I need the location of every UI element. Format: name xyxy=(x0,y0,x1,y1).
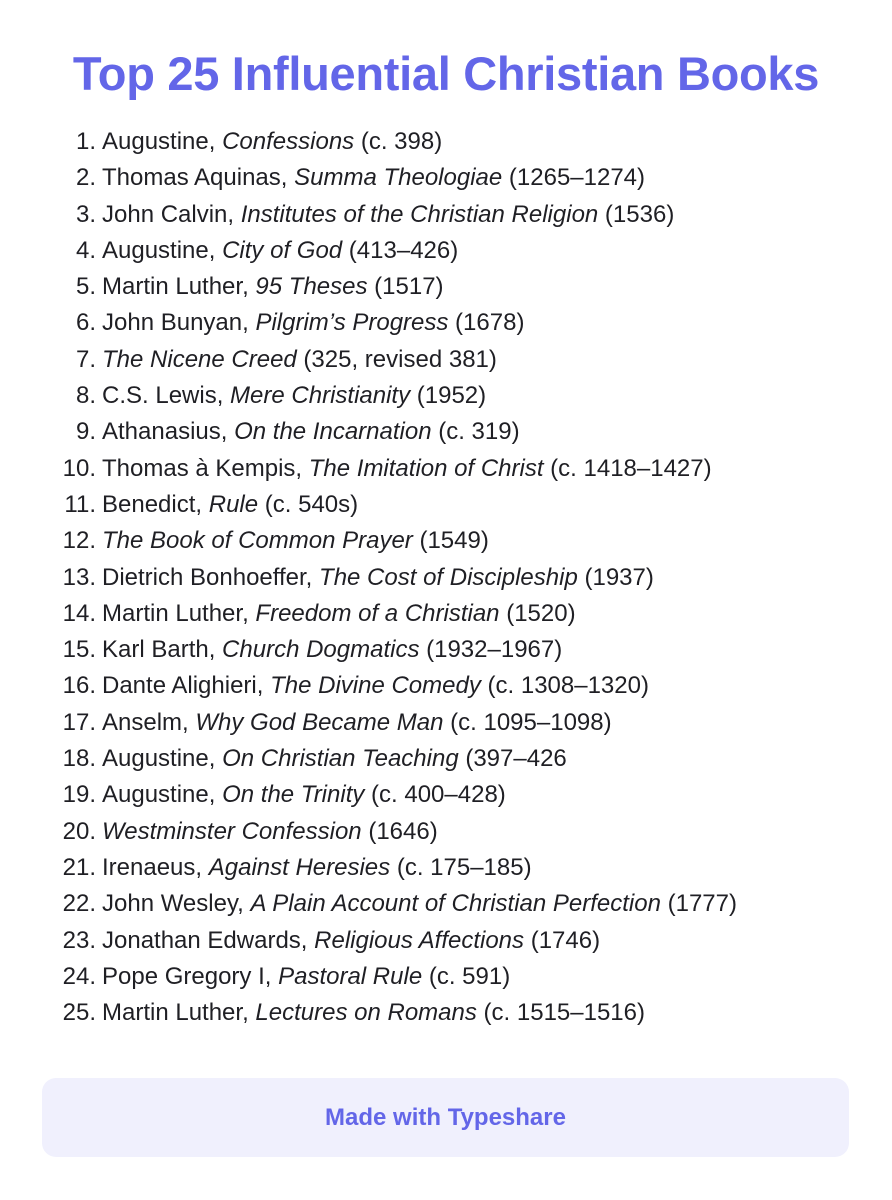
item-work-title: Freedom of a Christian xyxy=(255,599,500,627)
item-work-title: 95 Theses xyxy=(255,273,368,301)
item-work-title: The Imitation of Christ xyxy=(308,454,544,482)
item-number: 13. xyxy=(62,563,96,591)
item-date: (1678) xyxy=(448,309,525,337)
item-entry xyxy=(102,305,524,341)
item-date: (c. 175–185) xyxy=(390,853,532,881)
item-number: 25. xyxy=(62,999,96,1027)
item-number: 19. xyxy=(62,781,96,809)
list-item xyxy=(0,560,892,596)
item-work-title: On Christian Teaching xyxy=(222,745,459,773)
item-number: 16. xyxy=(62,672,96,700)
item-date: (1536) xyxy=(598,200,675,228)
item-work-title: Religious Affections xyxy=(314,926,525,954)
item-number: 2. xyxy=(75,164,96,192)
item-author: Augustine, xyxy=(102,745,223,773)
item-author: Augustine, xyxy=(102,236,223,264)
item-date: (1937) xyxy=(577,563,654,591)
item-author: John Bunyan, xyxy=(102,309,256,337)
item-entry xyxy=(102,923,600,959)
item-entry xyxy=(102,705,612,741)
item-number: 18. xyxy=(62,745,96,773)
item-author: John Calvin, xyxy=(102,200,241,228)
item-date: (c. 1515–1516) xyxy=(476,999,645,1027)
list-item xyxy=(0,233,892,269)
item-entry xyxy=(102,124,442,160)
list-item xyxy=(0,923,892,959)
item-author: Jonathan Edwards, xyxy=(102,926,315,954)
item-number: 9. xyxy=(75,418,96,446)
item-number: 21. xyxy=(62,853,96,881)
item-work-title: The Nicene Creed xyxy=(102,345,297,373)
item-entry xyxy=(102,233,458,269)
item-author: Athanasius, xyxy=(102,418,235,446)
list-item xyxy=(0,197,892,233)
item-date: (c. 1095–1098) xyxy=(443,708,612,736)
item-number: 17. xyxy=(62,708,96,736)
item-date: (c. 540s) xyxy=(258,490,359,518)
item-entry xyxy=(102,269,444,305)
item-number: 24. xyxy=(62,962,96,990)
item-entry xyxy=(102,560,654,596)
item-entry xyxy=(102,523,489,559)
item-author: Martin Luther, xyxy=(102,273,256,301)
item-date: (c. 1418–1427) xyxy=(543,454,712,482)
item-author: Karl Barth, xyxy=(102,636,223,664)
list-item xyxy=(0,523,892,559)
item-date: (1952) xyxy=(410,382,487,410)
item-number: 11. xyxy=(64,490,96,518)
item-number: 15. xyxy=(62,636,96,664)
item-entry xyxy=(102,741,567,777)
item-entry xyxy=(102,342,497,378)
item-author: Pope Gregory I, xyxy=(102,962,279,990)
item-entry xyxy=(102,850,532,886)
item-number: 14. xyxy=(62,599,96,627)
item-work-title: Church Dogmatics xyxy=(222,636,420,664)
item-date: (1777) xyxy=(660,890,737,918)
list-item xyxy=(0,632,892,668)
page-title: Top 25 Influential Christian Books xyxy=(72,47,820,100)
item-number: 5. xyxy=(75,273,96,301)
item-work-title: Institutes of the Christian Religion xyxy=(240,200,599,228)
item-number: 20. xyxy=(62,817,96,845)
list-item xyxy=(0,995,892,1031)
item-author: Augustine, xyxy=(102,781,223,809)
item-work-title: Pastoral Rule xyxy=(278,962,423,990)
item-number: 4. xyxy=(75,236,96,264)
item-entry xyxy=(102,814,438,850)
item-author: Thomas Aquinas, xyxy=(102,164,295,192)
item-entry xyxy=(102,959,510,995)
item-work-title: Rule xyxy=(208,490,259,518)
item-entry xyxy=(102,777,506,813)
item-work-title: Pilgrim’s Progress xyxy=(255,309,449,337)
item-entry xyxy=(102,378,486,414)
item-date: (1746) xyxy=(524,926,601,954)
list-item xyxy=(0,305,892,341)
item-author: Anselm, xyxy=(102,708,196,736)
item-work-title: Confessions xyxy=(222,128,355,155)
item-work-title: Lectures on Romans xyxy=(255,999,477,1027)
list-item xyxy=(0,886,892,922)
item-author: C.S. Lewis, xyxy=(102,382,231,410)
item-date: (397–426 xyxy=(458,745,567,773)
item-number: 7. xyxy=(75,345,96,373)
list-item xyxy=(0,269,892,305)
list-item xyxy=(0,741,892,777)
item-entry xyxy=(102,197,674,233)
item-work-title: The Divine Comedy xyxy=(270,672,481,700)
item-entry xyxy=(102,632,562,668)
list-item xyxy=(0,487,892,523)
item-author: Augustine, xyxy=(102,128,223,155)
item-entry xyxy=(102,451,712,487)
list-item xyxy=(0,705,892,741)
item-work-title: City of God xyxy=(222,236,343,264)
item-entry xyxy=(102,596,576,632)
item-date: (c. 398) xyxy=(354,128,443,155)
item-date: (1932–1967) xyxy=(419,636,563,664)
item-date: (1517) xyxy=(367,273,444,301)
item-date: (325, revised 381) xyxy=(296,345,497,373)
item-author: Benedict, xyxy=(102,490,209,518)
item-date: (c. 591) xyxy=(422,962,511,990)
item-number: 10. xyxy=(62,454,96,482)
item-author: John Wesley, xyxy=(102,890,251,918)
list-item xyxy=(0,959,892,995)
item-author: Irenaeus, xyxy=(102,853,209,881)
item-work-title: The Book of Common Prayer xyxy=(102,527,413,555)
item-entry xyxy=(102,995,645,1031)
item-author: Dante Alighieri, xyxy=(102,672,271,700)
item-date: (c. 1308–1320) xyxy=(480,672,649,700)
item-date: (c. 319) xyxy=(431,418,520,446)
item-author: Martin Luther, xyxy=(102,999,256,1027)
item-number: 1. xyxy=(75,128,96,155)
item-work-title: On the Incarnation xyxy=(234,418,432,446)
list-item xyxy=(0,850,892,886)
item-work-title: The Cost of Discipleship xyxy=(319,563,578,591)
list-item xyxy=(0,814,892,850)
list-item xyxy=(0,596,892,632)
item-number: 22. xyxy=(62,890,96,918)
item-entry xyxy=(102,668,649,704)
item-work-title: A Plain Account of Christian Perfection xyxy=(250,890,661,918)
list-item xyxy=(0,378,892,414)
item-number: 8. xyxy=(75,382,96,410)
item-number: 3. xyxy=(75,200,96,228)
list-item xyxy=(0,668,892,704)
list-item xyxy=(0,777,892,813)
item-number: 23. xyxy=(62,926,96,954)
item-work-title: On the Trinity xyxy=(222,781,365,809)
item-date: (1265–1274) xyxy=(502,164,646,192)
item-entry xyxy=(102,414,520,450)
list-item xyxy=(0,451,892,487)
typeshare-footer[interactable] xyxy=(42,1078,849,1157)
list-item xyxy=(0,160,892,196)
item-number: 6. xyxy=(75,309,96,337)
item-author: Dietrich Bonhoeffer, xyxy=(102,563,320,591)
item-work-title: Against Heresies xyxy=(208,853,391,881)
item-number: 12. xyxy=(62,527,96,555)
item-work-title: Summa Theologiae xyxy=(294,164,503,192)
item-date: (c. 400–428) xyxy=(364,781,506,809)
book-list xyxy=(0,124,892,1031)
item-work-title: Mere Christianity xyxy=(230,382,411,410)
list-item xyxy=(0,342,892,378)
item-date: (1549) xyxy=(412,527,489,555)
item-date: (1646) xyxy=(361,817,438,845)
item-entry xyxy=(102,160,645,196)
item-author: Thomas à Kempis, xyxy=(102,454,309,482)
list-item xyxy=(0,414,892,450)
item-entry xyxy=(102,487,358,523)
item-date: (1520) xyxy=(499,599,576,627)
item-date: (413–426) xyxy=(342,236,459,264)
item-work-title: Why God Became Man xyxy=(195,708,444,736)
footer-label: Made with Typeshare xyxy=(325,1103,566,1131)
item-entry xyxy=(102,886,737,922)
list-item xyxy=(0,124,892,160)
item-author: Martin Luther, xyxy=(102,599,256,627)
item-work-title: Westminster Confession xyxy=(102,817,362,845)
